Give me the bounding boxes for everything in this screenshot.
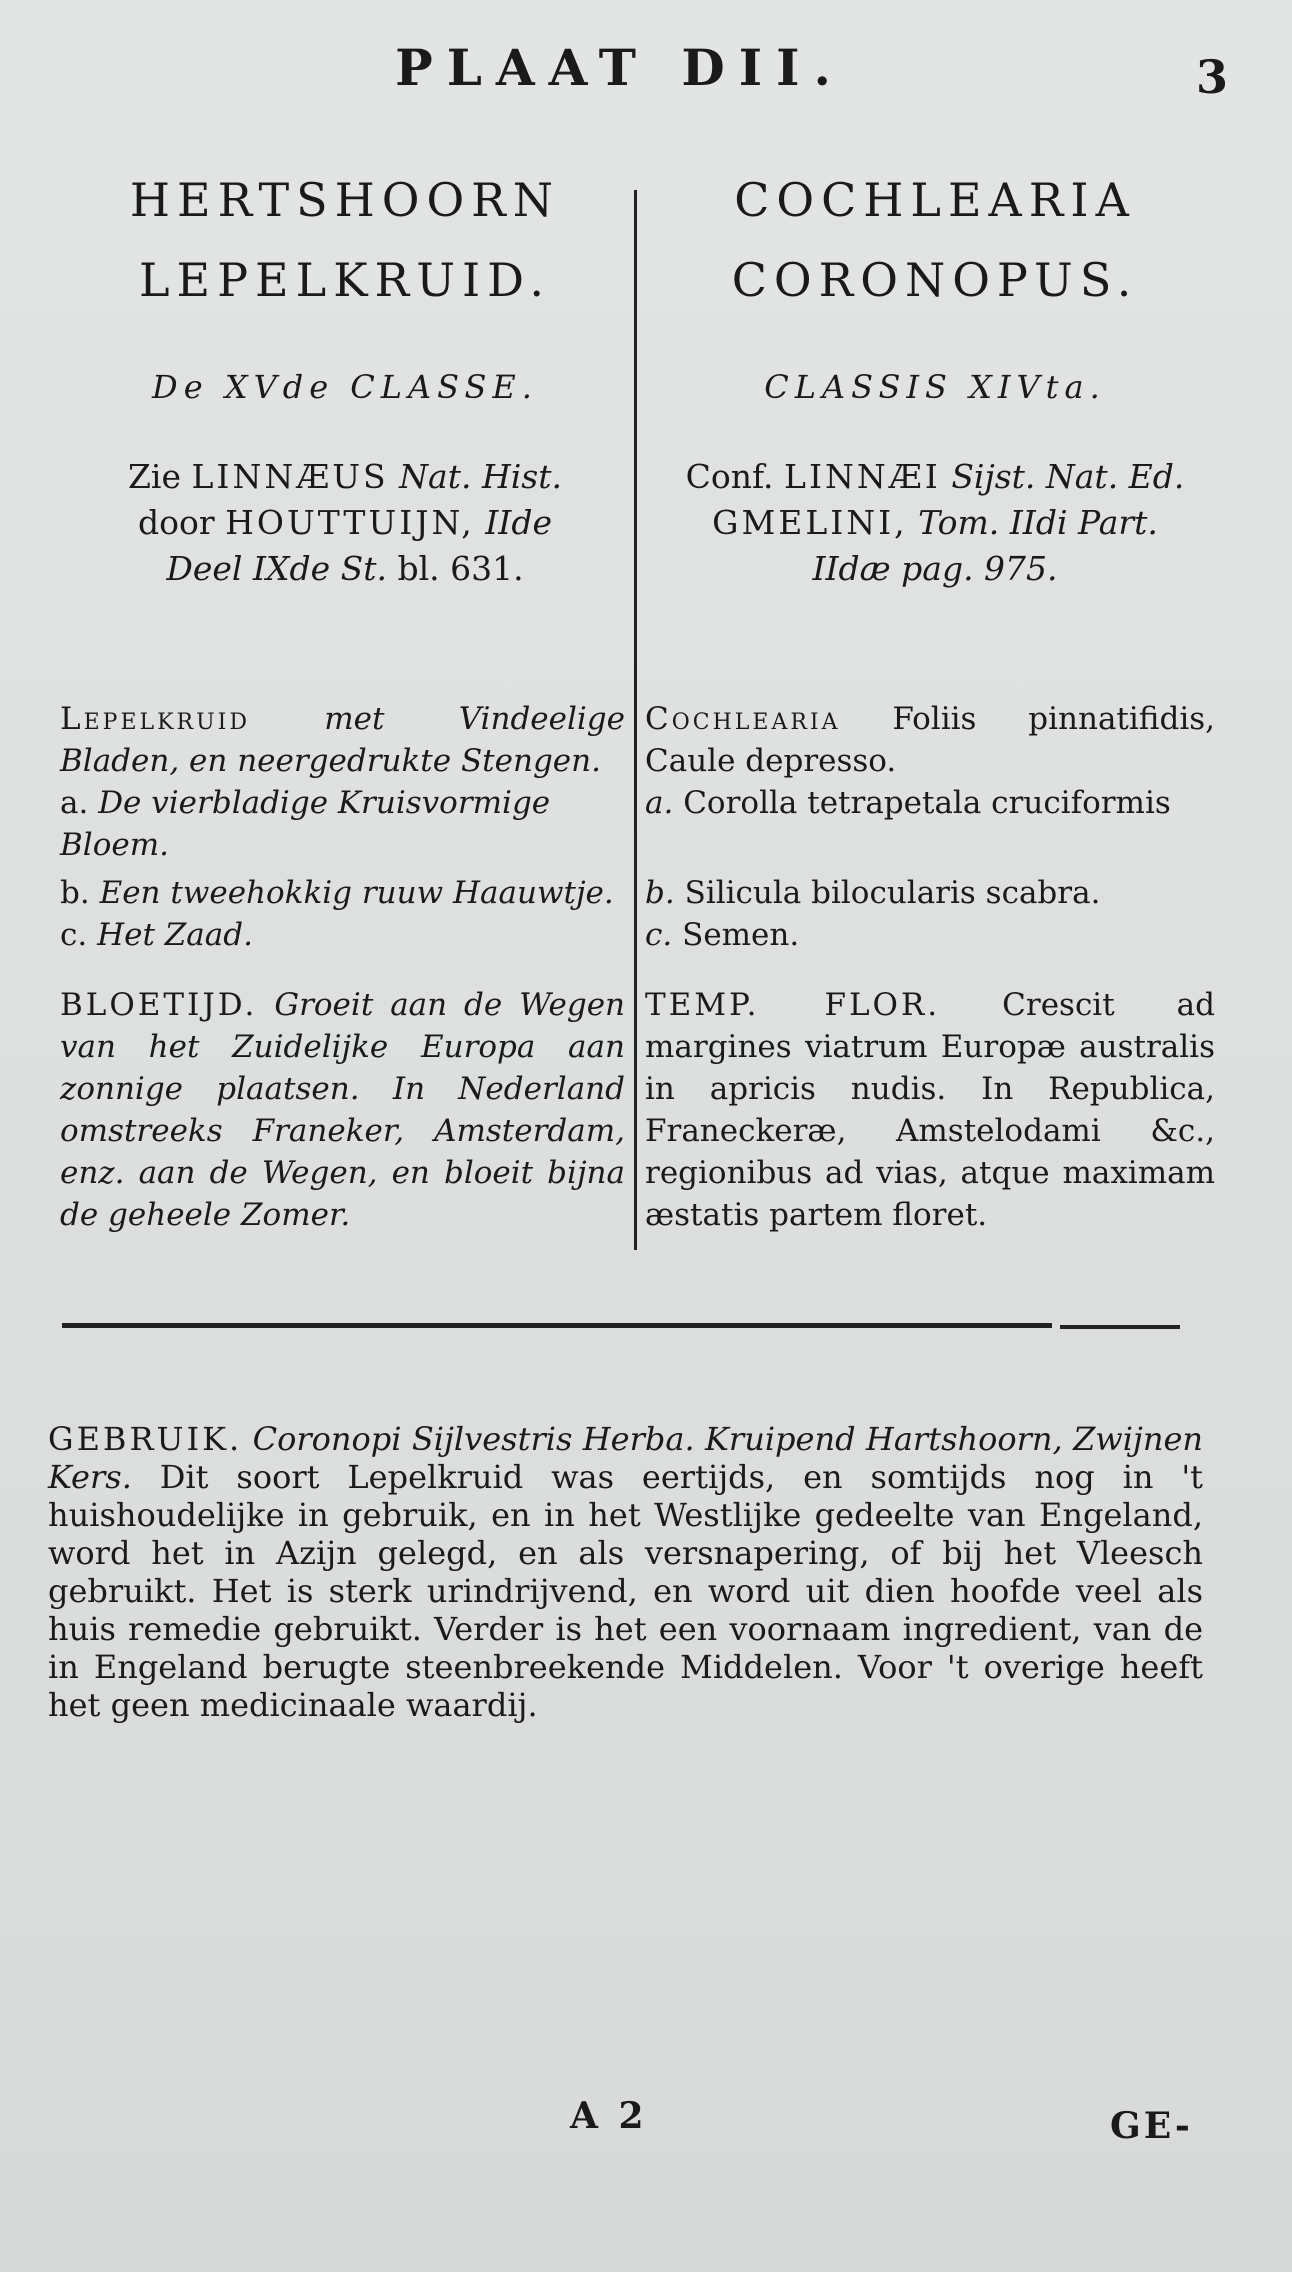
right-ref-volume: Tom. IIdi Part. [918,503,1158,542]
left-ref-page: bl. 631. [397,549,524,588]
right-ref-page: IIdæ pag. 975. [812,549,1058,588]
left-reference [60,454,630,592]
left-title [60,160,630,320]
right-classe: CLASSIS XIVta. [764,368,1106,406]
right-item-b [645,872,1215,914]
right-temp-flor-label: TEMP. FLOR. [645,987,941,1023]
running-title: PLAAT DII. [395,38,845,97]
right-item-a [645,782,1215,824]
catchword: GE- [1110,2105,1193,2147]
right-desc-genus: Cochlearia [645,701,841,737]
left-column [60,160,630,592]
column-divider [634,190,637,1250]
left-title-line2: LEPELKRUID. [138,253,551,307]
right-title-line1: COCHLEARIA [734,173,1136,227]
right-desc-text: Foliis pinnatifidis, Caule depresso. [645,701,1215,779]
left-classe: De XVde CLASSE. [152,368,538,406]
left-ref-work: Nat. Hist. [399,457,562,496]
left-item-c-label: c. [60,917,88,953]
left-title-line1: HERTSHOORN [129,173,561,227]
left-ref-author: LINNÆUS [191,457,389,496]
right-item-b-label: b. [645,875,675,911]
right-item-a-label: a. [645,785,674,821]
left-ref-part: Deel IXde St. [166,549,387,588]
right-description [645,698,1215,1236]
left-desc-text: met Vindeelige Bladen, en neergedrukte Stengen. [60,701,625,779]
left-item-c [60,914,625,956]
left-ref-volume: IIde [485,503,552,542]
left-item-a-text: De vierbladige Kruisvormige Bloem. [60,785,551,863]
left-ref-door: door [138,503,215,542]
left-item-b [60,872,625,914]
section-rule [62,1323,1052,1328]
right-temp-flor-text: Crescit ad margines viatrum Europæ australis in apricis nudis. In Republica, Franeckeræ, Amstelodami &c., regionibus ad vias, atque maximam æstatis partem floret. [645,987,1215,1233]
left-item-a [60,782,625,866]
right-title [645,160,1225,320]
right-ref-editor: GMELINI, [712,503,908,542]
left-ref-translator: HOUTTUIJN, [225,503,475,542]
right-column [645,160,1225,592]
left-item-b-text: Een tweehokkig ruuw Haauwtje. [99,875,614,911]
gebruik-text: Dit soort Lepelkruid was eertijds, en somtijds nog in 't huishoudelijke in gebruik, en in het Westlijke gedeelte van Engeland, word het in Azijn gelegd, en als versnapering, of bij het Vleesch gebruikt. Het is sterk urindrijvend, en word uit dien hoofde veel als huis remedie gebruikt. Verder is het een voornaam ingredient, van de in Engeland berugte steenbreekende Middelen. Voor 't overige heeft het geen medicinaale waardij. [48,1458,1204,1724]
right-item-c-text: Semen. [682,917,800,953]
left-ref-zie: Zie [128,457,182,496]
left-description [60,698,625,1236]
right-item-b-text: Silicula bilocularis scabra. [684,875,1101,911]
right-item-c [645,914,1215,956]
left-bloeitijd [60,984,625,1236]
right-item-a-text: Corolla tetrapetala cruciformis [683,785,1171,821]
right-ref-author: LINNÆI [784,457,941,496]
right-item-c-label: c. [645,917,673,953]
left-desc-genus: Lepelkruid [60,701,250,737]
right-reference [645,454,1225,592]
right-title-line2: CORONOPUS. [731,253,1139,307]
gebruik-italic: Coronopi Sijlvestris Herba. Kruipend Hartshoorn, Zwijnen Kers. [48,1420,1203,1496]
left-bloeitijd-label: BLOETIJD. [60,987,258,1023]
left-item-c-text: Het Zaad. [97,917,253,953]
section-rule-end [1060,1325,1180,1329]
page-number: 3 [1196,50,1229,104]
left-item-a-label: a. [60,785,89,821]
signature-mark: A 2 [570,2095,648,2137]
left-item-b-label: b. [60,875,90,911]
right-temp-flor [645,984,1215,1236]
gebruik-label: GEBRUIK. [48,1420,243,1458]
right-ref-conf: Conf. [685,457,774,496]
gebruik-paragraph [48,1420,1203,1724]
right-ref-work: Sijst. Nat. Ed. [951,457,1185,496]
left-bloeitijd-text: Groeit aan de Wegen van het Zuidelijke Europa aan zonnige plaatsen. In Nederland omstreeks Franeker, Amsterdam, enz. aan de Wegen, en bloeit bijna de geheele Zomer. [60,987,626,1233]
